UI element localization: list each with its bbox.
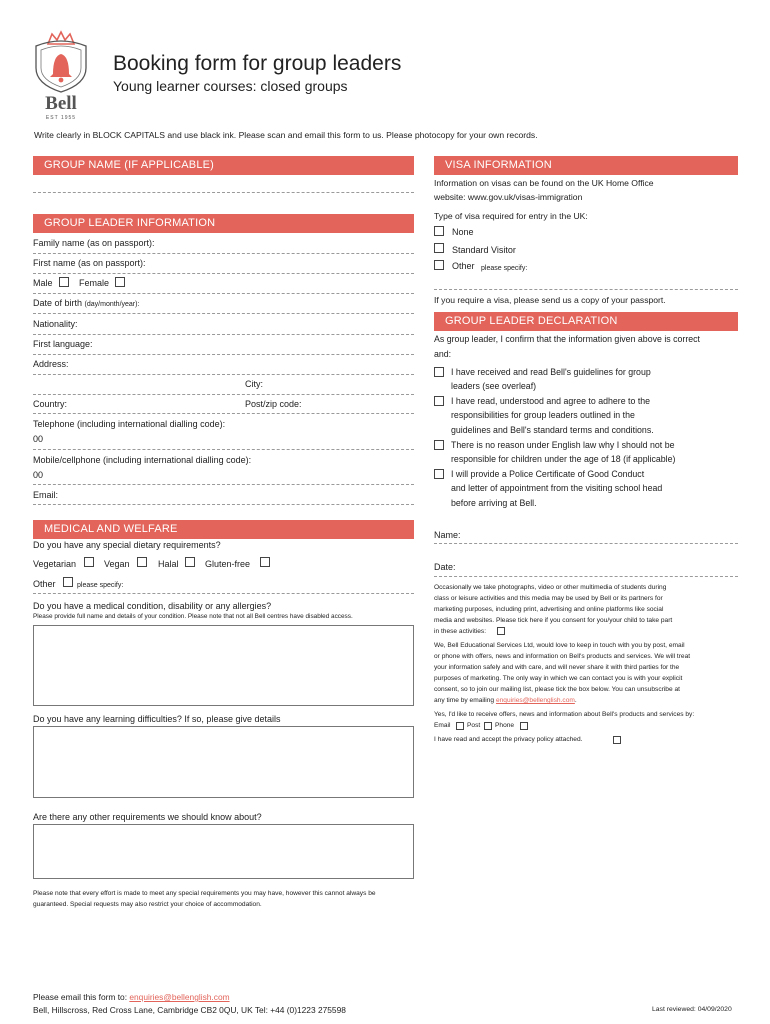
other-requirements-textarea[interactable]	[33, 824, 414, 879]
condition-textarea[interactable]	[33, 625, 414, 706]
declaration-intro-1: As group leader, I confirm that the information given above is correct	[434, 334, 700, 344]
vegan-checkbox[interactable]	[137, 557, 147, 567]
family-name-field[interactable]	[33, 253, 414, 254]
diet-other-hint: please specify:	[77, 582, 124, 589]
group-name-field[interactable]	[33, 192, 414, 193]
name-field[interactable]	[434, 543, 738, 544]
visa-type-question: Type of visa required for entry in the UK:	[434, 211, 588, 221]
group-leader-heading: GROUP LEADER INFORMATION	[33, 214, 414, 233]
halal-checkbox[interactable]	[185, 557, 195, 567]
contact-email-label: Email	[434, 722, 451, 729]
country-label: Country:	[33, 399, 68, 409]
marketing-text-4: purposes of marketing. The only way in which we can contact you is with your explicit	[434, 675, 683, 682]
declaration-item4-line1: I will provide a Police Certificate of Good Conduct	[451, 469, 645, 479]
photo-consent-5: in these activities:	[434, 628, 487, 635]
marketing-text-3: your information safely and with care, and will never share it with third parties for the	[434, 664, 680, 671]
address-field[interactable]	[33, 374, 414, 375]
bell-logo	[30, 30, 92, 122]
visa-other-label: Other	[452, 261, 475, 271]
visa-other-hint: please specify:	[481, 265, 528, 272]
date-field[interactable]	[434, 576, 738, 577]
postcode-label: Post/zip code:	[245, 399, 302, 409]
page-subtitle: Young learner courses: closed groups	[113, 78, 348, 94]
visa-other-checkbox[interactable]	[434, 260, 444, 270]
condition-hint: Please provide full name and details of your condition. Please note that not all Bell centres have disabled access.	[33, 613, 353, 620]
female-label: Female	[79, 278, 110, 288]
dob-hint: (day/month/year):	[84, 301, 140, 308]
male-checkbox[interactable]	[59, 277, 69, 287]
declaration-heading: GROUP LEADER DECLARATION	[434, 312, 738, 331]
visa-info-1: Information on visas can be found on the UK Home Office	[434, 178, 654, 188]
marketing-text-1: We, Bell Educational Services Ltd, would love to keep in touch with you by post, email	[434, 642, 685, 649]
first-name-field[interactable]	[33, 273, 414, 274]
visa-heading: VISA INFORMATION	[434, 156, 738, 175]
diet-question: Do you have any special dietary requirements?	[33, 540, 221, 550]
last-reviewed: Last reviewed: 04/09/2020	[652, 1006, 732, 1013]
visa-other-field[interactable]	[434, 289, 738, 290]
declaration-item1-checkbox[interactable]	[434, 367, 444, 377]
photo-consent-2: class or leisure activities and this media may be used by Bell or its partners for	[434, 595, 663, 602]
female-checkbox[interactable]	[115, 277, 125, 287]
learning-question: Do you have any learning difficulties? If so, please give details	[33, 714, 281, 724]
date-label: Date:	[434, 562, 456, 572]
mobile-prefix: 00	[33, 470, 44, 480]
vegan-label: Vegan	[104, 559, 130, 569]
declaration-item3-line2: responsible for children under the age of 18 (if applicable)	[451, 454, 676, 464]
visa-none-checkbox[interactable]	[434, 226, 444, 236]
brand-est: EST 1955	[45, 115, 77, 121]
declaration-item1-line2: leaders (see overleaf)	[451, 381, 537, 391]
marketing-text-5: consent, so to join our mailing list, please tick the box below. You can unsubscribe at	[434, 686, 680, 693]
diet-other-label: Other	[33, 579, 56, 589]
special-requirements-note-2: guaranteed. Special requests may also restrict your choice of accommodation.	[33, 901, 262, 908]
special-requirements-note-1: Please note that every effort is made to meet any special requirements you may have, however this cannot always be	[33, 890, 376, 897]
email-label: Email:	[33, 490, 59, 500]
divider	[33, 293, 414, 294]
medical-heading: MEDICAL AND WELFARE	[33, 520, 414, 539]
declaration-item1-line1: I have received and read Bell's guidelines for group	[451, 367, 651, 377]
declaration-item4-line3: before arriving at Bell.	[451, 498, 537, 508]
privacy-policy-checkbox[interactable]	[613, 736, 621, 744]
city-label: City:	[245, 379, 263, 389]
country-postcode-field[interactable]	[33, 413, 414, 414]
city-field[interactable]	[33, 394, 414, 395]
male-label: Male	[33, 278, 53, 288]
learning-textarea[interactable]	[33, 726, 414, 798]
visa-none-label: None	[452, 227, 474, 237]
halal-label: Halal	[158, 559, 179, 569]
first-language-field[interactable]	[33, 354, 414, 355]
page-title: Booking form for group leaders	[113, 52, 402, 75]
contact-email-checkbox[interactable]	[456, 722, 464, 730]
footer-email-link[interactable]: enquiries@bellenglish.com	[129, 992, 230, 1002]
first-name-label: First name (as on passport):	[33, 258, 146, 268]
diet-other-field[interactable]	[33, 593, 414, 594]
vegetarian-label: Vegetarian	[33, 559, 77, 569]
brand-name: Bell	[45, 93, 77, 114]
photo-consent-4: media and websites. Please tick here if you consent for you/your child to take part	[434, 617, 673, 624]
photo-consent-3: marketing purposes, including print, advertising and online platforms like social	[434, 606, 664, 613]
visa-standard-checkbox[interactable]	[434, 243, 444, 253]
photo-consent-checkbox[interactable]	[497, 627, 505, 635]
nationality-label: Nationality:	[33, 319, 78, 329]
family-name-label: Family name (as on passport):	[33, 238, 155, 248]
footer-email-line: Please email this form to: enquiries@bellenglish.com	[33, 992, 230, 1002]
address-label: Address:	[33, 359, 69, 369]
contact-phone-checkbox[interactable]	[520, 722, 528, 730]
marketing-text-2: or phone with offers, news and information on Bell's products and services. We will treat	[434, 653, 691, 660]
footer-address: Bell, Hillscross, Red Cross Lane, Cambridge CB2 0QU, UK Tel: +44 (0)1223 275598	[33, 1005, 346, 1015]
email-field[interactable]	[33, 504, 414, 505]
group-name-heading: GROUP NAME (IF APPLICABLE)	[33, 156, 414, 175]
other-requirements-question: Are there any other requirements we should know about?	[33, 812, 262, 822]
nationality-field[interactable]	[33, 334, 414, 335]
declaration-item2-line1: I have read, understood and agree to adhere to the	[451, 396, 651, 406]
name-label: Name:	[434, 530, 461, 540]
mobile-label: Mobile/cellphone (including international dialling code):	[33, 455, 252, 465]
declaration-item2-checkbox[interactable]	[434, 396, 444, 406]
gluten-free-label: Gluten-free	[205, 559, 251, 569]
vegetarian-checkbox[interactable]	[84, 557, 94, 567]
declaration-item2-line2: responsibilities for group leaders outlined in the	[451, 410, 635, 420]
visa-standard-label: Standard Visitor	[452, 245, 516, 255]
contact-phone-label: Phone	[495, 722, 515, 729]
declaration-item4-checkbox[interactable]	[434, 469, 444, 479]
first-language-label: First language:	[33, 339, 93, 349]
privacy-policy-text: I have read and accept the privacy policy attached.	[434, 736, 583, 743]
contact-post-label: Post	[467, 722, 481, 729]
condition-question: Do you have a medical condition, disability or any allergies?	[33, 601, 272, 611]
marketing-text-6: any time by emailing enquiries@bellenglish.com.	[434, 697, 577, 704]
passport-note: If you require a visa, please send us a copy of your passport.	[434, 295, 666, 305]
declaration-item3-checkbox[interactable]	[434, 440, 444, 450]
gluten-free-checkbox[interactable]	[260, 557, 270, 567]
telephone-prefix: 00	[33, 434, 44, 444]
declaration-intro-2: and:	[434, 349, 452, 359]
declaration-item2-line3: guidelines and Bell's standard terms and conditions.	[451, 425, 654, 435]
dob-label: Date of birth (day/month/year):	[33, 298, 140, 308]
dob-field[interactable]	[33, 313, 414, 314]
telephone-field[interactable]	[33, 449, 414, 450]
telephone-label: Telephone (including international dialling code):	[33, 419, 226, 429]
photo-consent-1: Occasionally we take photographs, video or other multimedia of students during	[434, 584, 667, 591]
visa-info-2: website: www.gov.uk/visas-immigration	[434, 192, 583, 202]
declaration-item3-line1: There is no reason under English law why I should not be	[451, 440, 675, 450]
mobile-field[interactable]	[33, 484, 414, 485]
instructions: Write clearly in BLOCK CAPITALS and use black ink. Please scan and email this form to us. Please photocopy for your own records.	[34, 130, 538, 140]
diet-other-checkbox[interactable]	[63, 577, 73, 587]
receive-offers-text: Yes, I'd like to receive offers, news and information about Bell's products and services by:	[434, 711, 695, 718]
declaration-item4-line2: and letter of appointment from the visiting school head	[451, 483, 663, 493]
contact-post-checkbox[interactable]	[484, 722, 492, 730]
marketing-email-link[interactable]: enquiries@bellenglish.com	[495, 697, 575, 704]
